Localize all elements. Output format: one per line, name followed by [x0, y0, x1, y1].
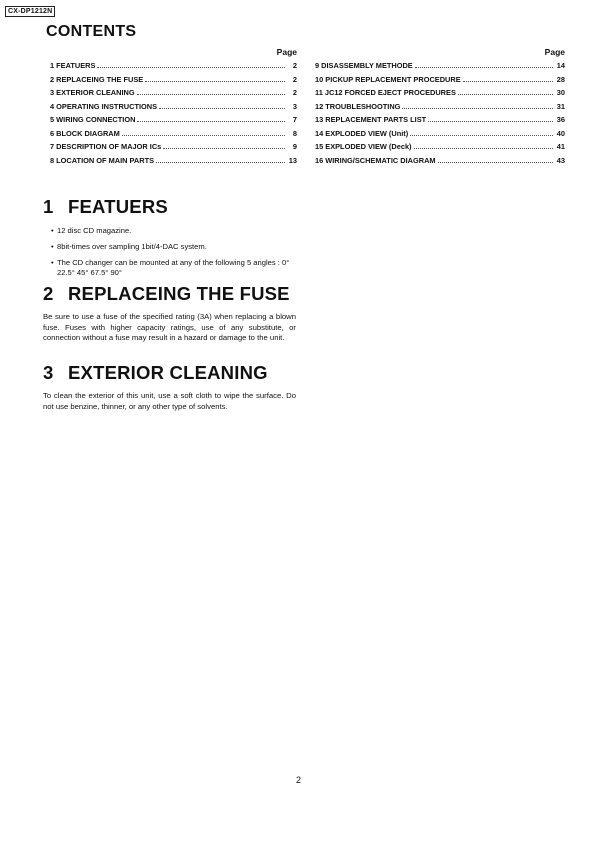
toc-item-title: 1 FEATUERS — [50, 61, 96, 70]
toc-page-header: Page — [544, 47, 565, 57]
toc-item-title: 7 DESCRIPTION OF MAJOR ICs — [50, 142, 162, 151]
toc-item-page: 31 — [556, 101, 565, 111]
toc-item-page: 13 — [288, 155, 297, 165]
section-featuers — [43, 196, 296, 284]
toc-leader — [463, 81, 553, 82]
toc-item-page: 7 — [292, 115, 297, 124]
toc-item[interactable] — [50, 129, 297, 143]
toc-item-page: 3 — [292, 101, 297, 111]
toc-item[interactable] — [50, 142, 297, 156]
toc-item-title: 15 EXPLODED VIEW (Deck) — [315, 142, 412, 151]
toc-item[interactable] — [50, 61, 297, 75]
toc-leader — [428, 121, 553, 122]
toc-item-title: 14 EXPLODED VIEW (Unit) — [315, 128, 409, 138]
toc-right-list — [315, 61, 565, 169]
toc-left-column — [50, 47, 297, 169]
toc-leader — [415, 67, 553, 68]
toc-page-header: Page — [276, 47, 297, 57]
model-tag: CX-DP1212N — [5, 6, 55, 17]
bullet-icon: • — [51, 226, 54, 235]
toc-leader — [137, 94, 285, 95]
toc-item[interactable] — [315, 102, 565, 116]
section-title: EXTERIOR CLEANING — [68, 362, 268, 383]
toc-item[interactable] — [315, 129, 565, 143]
section-number: 2 — [43, 283, 54, 304]
toc-right-column — [315, 47, 565, 169]
section-title: REPLACEING THE FUSE — [68, 283, 290, 304]
list-item: • The CD changer can be mounted at any of the following 5 angles : 0° 22.5° 45° 67.5° 90° — [51, 258, 290, 277]
toc-item-page: 9 — [292, 142, 297, 151]
toc-left-list — [50, 61, 297, 169]
toc-item-title: 16 WIRING/SCHEMATIC DIAGRAM — [315, 155, 436, 165]
toc-item[interactable] — [50, 115, 297, 129]
section-paragraph: Be sure to use a fuse of the specified rating (3A) when replacing a blown fuse. Fuses with higher capacity ratings, use of any substitute, or connection without a fuse may result in a hazard or damage to the unit. — [43, 312, 296, 343]
toc-item-page: 2 — [292, 74, 297, 84]
toc-item[interactable] — [50, 156, 297, 170]
toc-leader — [438, 162, 553, 163]
toc-item-title: 13 REPLACEMENT PARTS LIST — [315, 115, 427, 124]
toc-item[interactable] — [315, 142, 565, 156]
section-number: 1 — [43, 196, 54, 217]
toc-item-title: 6 BLOCK DIAGRAM — [50, 128, 120, 138]
toc-item-page: 40 — [556, 128, 565, 138]
list-item: • 8bit-times over sampling 1bit/4-DAC system. — [51, 242, 207, 251]
toc-item[interactable] — [315, 61, 565, 75]
bullet-icon: • — [51, 242, 54, 251]
toc-item[interactable] — [50, 88, 297, 102]
section-cleaning — [43, 362, 296, 412]
toc-leader — [97, 67, 285, 68]
feature-list — [43, 226, 296, 278]
section-paragraph: To clean the exterior of this unit, use a soft cloth to wipe the surface. Do not use benzine, thinner, or any other type of solvents. — [43, 391, 296, 411]
toc-item[interactable] — [315, 115, 565, 129]
section-heading — [43, 196, 296, 218]
toc-item-title: 9 DISASSEMBLY METHODE — [315, 61, 413, 70]
section-heading — [43, 362, 296, 384]
toc-item[interactable] — [315, 75, 565, 89]
toc-item-page: 43 — [556, 155, 565, 165]
toc-item-title: 2 REPLACEING THE FUSE — [50, 74, 144, 84]
section-heading — [43, 283, 296, 305]
toc-leader — [402, 108, 553, 109]
toc-item-title: 3 EXTERIOR CLEANING — [50, 88, 135, 97]
toc-leader — [414, 148, 553, 149]
toc-item-page: 8 — [292, 128, 297, 138]
toc-item-page: 14 — [556, 61, 565, 70]
toc-item-page: 2 — [292, 88, 297, 97]
toc-item[interactable] — [50, 75, 297, 89]
toc-item[interactable] — [315, 88, 565, 102]
toc-item-page: 30 — [556, 88, 565, 97]
toc-item-title: 12 TROUBLESHOOTING — [315, 101, 401, 111]
toc-item-page: 41 — [556, 142, 565, 151]
section-title: FEATUERS — [68, 196, 168, 217]
toc-leader — [410, 135, 553, 136]
toc-item-title: 11 JC12 FORCED EJECT PROCEDURES — [315, 88, 456, 97]
toc-item-page: 2 — [292, 61, 297, 70]
toc-leader — [163, 148, 285, 149]
toc-item-title: 4 OPERATING INSTRUCTIONS — [50, 101, 158, 111]
toc-leader — [159, 108, 285, 109]
toc-leader — [137, 121, 285, 122]
contents-title: CONTENTS — [46, 23, 137, 40]
list-item: • 12 disc CD magazine. — [51, 226, 132, 235]
toc-item-page: 36 — [556, 115, 565, 124]
toc-item-title: 5 WIRING CONNECTION — [50, 115, 136, 124]
page-number: 2 — [296, 775, 302, 785]
section-number: 3 — [43, 362, 54, 383]
toc-item-title: 8 LOCATION OF MAIN PARTS — [50, 155, 155, 165]
toc-item[interactable] — [50, 102, 297, 116]
toc-item-page: 28 — [556, 74, 565, 84]
toc-leader — [122, 135, 285, 136]
toc-item-title: 10 PICKUP REPLACEMENT PROCEDURE — [315, 74, 461, 84]
toc-leader — [458, 94, 553, 95]
toc-item[interactable] — [315, 156, 565, 170]
toc-leader — [156, 162, 285, 163]
section-fuse — [43, 283, 296, 344]
bullet-icon: • — [51, 258, 54, 267]
toc-leader — [145, 81, 285, 82]
